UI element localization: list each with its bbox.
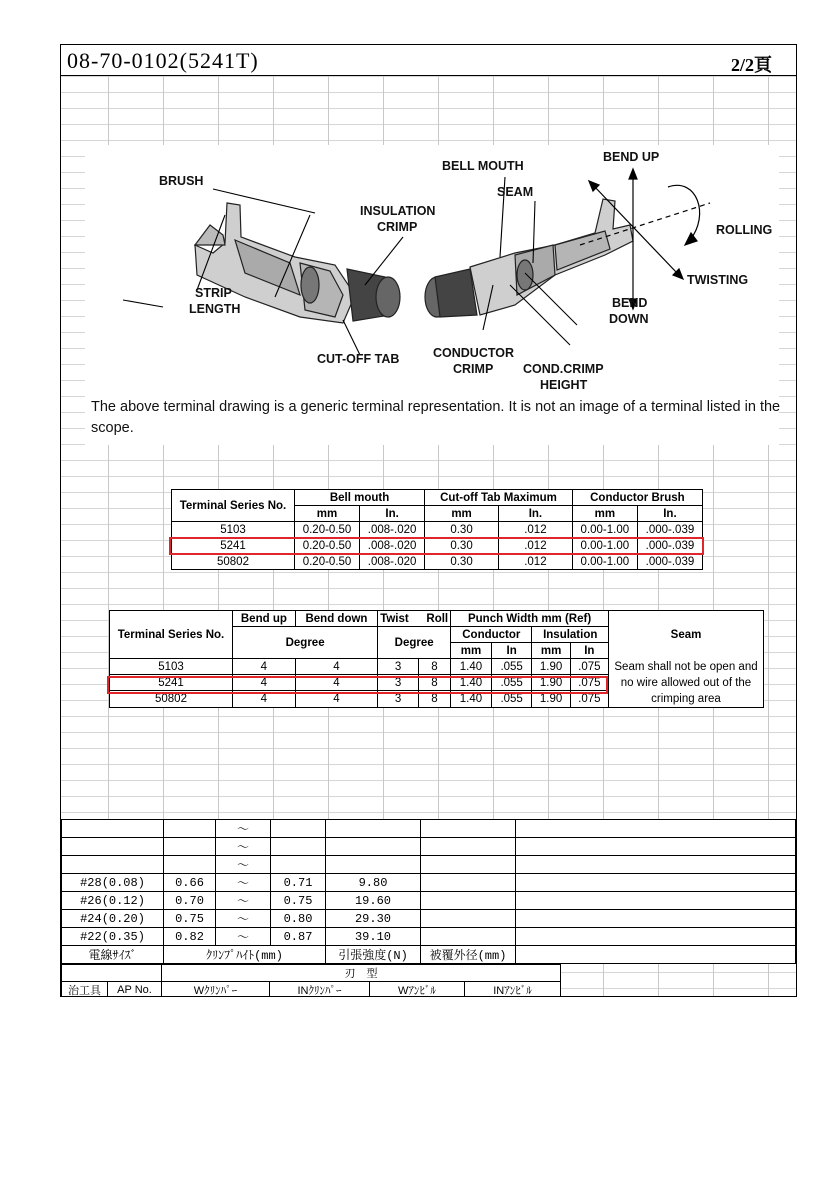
cell: 50802: [172, 554, 295, 570]
cell: 3: [378, 691, 419, 707]
cell: 5241: [110, 675, 233, 691]
t2-twist: Twist: [378, 611, 419, 627]
cell: [421, 838, 516, 856]
cell: [516, 838, 796, 856]
cell: [326, 856, 421, 874]
table-row: [62, 820, 796, 838]
t2-bend-down: Bend down: [295, 611, 377, 627]
cell: 1.90: [532, 675, 570, 691]
cell: 1.90: [532, 659, 570, 675]
cell: .075: [570, 691, 608, 707]
cell: ～: [216, 874, 271, 892]
cell: [271, 820, 326, 838]
cell: ～: [216, 910, 271, 928]
t2-degree: Degree: [233, 627, 378, 659]
t2-highlight: [107, 676, 608, 694]
table-header-row: [62, 946, 796, 964]
t1-mm: mm: [295, 506, 360, 522]
cell: [516, 820, 796, 838]
t1-bell-mouth-header: Bell mouth: [295, 490, 425, 506]
cell: 0.80: [271, 910, 326, 928]
t1-brush-header: Conductor Brush: [572, 490, 702, 506]
cell: [164, 856, 216, 874]
t2-roll: Roll: [418, 611, 450, 627]
cell: .000-.039: [637, 522, 702, 538]
t2-series-header: Terminal Series No.: [110, 611, 233, 659]
cell: 0.30: [425, 522, 499, 538]
t1-mm: mm: [572, 506, 637, 522]
t2-degree: Degree: [378, 627, 451, 659]
cell: 0.75: [164, 910, 216, 928]
w-crimper-header: Wｸﾘﾝﾊﾟｰ: [162, 982, 270, 998]
cell: 4: [295, 675, 377, 691]
cell: 0.87: [271, 928, 326, 946]
cell: .012: [498, 554, 572, 570]
label-bend-up: BEND UP: [603, 150, 660, 164]
cell: 9.80: [326, 874, 421, 892]
label-seam: SEAM: [497, 185, 534, 199]
ap-no-header: AP No.: [108, 982, 162, 998]
tensile-header: 引張強度(N): [326, 946, 421, 964]
t2-mm: mm: [451, 643, 492, 659]
cell: #22(0.35): [62, 928, 164, 946]
cell: 0.00-1.00: [572, 522, 637, 538]
cell: .012: [498, 522, 572, 538]
label-cond-crimp: COND.CRIMP: [523, 362, 604, 376]
tool-header: 治工具: [62, 982, 108, 998]
cell: [326, 838, 421, 856]
cell: 5103: [172, 522, 295, 538]
t2-conductor: Conductor: [451, 627, 532, 643]
cell: [516, 892, 796, 910]
cell: 0.20-0.50: [295, 554, 360, 570]
label-crimp-height: HEIGHT: [540, 378, 588, 392]
in-crimper-header: INｸﾘﾝﾊﾟｰ: [270, 982, 370, 998]
cell: .075: [570, 675, 608, 691]
cell: [62, 820, 164, 838]
w-anvil-header: Wｱﾝﾋﾞﾙ: [370, 982, 465, 998]
t2-bend-up: Bend up: [233, 611, 296, 627]
label-bell-mouth: BELL MOUTH: [442, 159, 524, 173]
bell-mouth-table: [171, 489, 703, 570]
cell: .008-.020: [360, 554, 425, 570]
drawing-note: The above terminal drawing is a generic terminal representation. It is not an image of a terminal listed in the scope.: [91, 399, 781, 436]
table-row: [62, 838, 796, 856]
label-strip-length: LENGTH: [189, 302, 241, 316]
cell: .075: [570, 659, 608, 675]
cell: 3: [378, 659, 419, 675]
label-bend-down: DOWN: [609, 312, 649, 326]
cell: 1.90: [532, 691, 570, 707]
cell: 0.71: [271, 874, 326, 892]
cell: .000-.039: [637, 554, 702, 570]
cell: 4: [295, 691, 377, 707]
cell: ～: [216, 838, 271, 856]
cell: [516, 928, 796, 946]
cell: .055: [491, 675, 532, 691]
table-row: [62, 892, 796, 910]
table-row: [62, 856, 796, 874]
cell: 1.40: [451, 659, 492, 675]
cell: .055: [491, 691, 532, 707]
terminal-drawing: [85, 145, 779, 445]
die-header: 刃 型: [162, 965, 561, 982]
cell: [516, 910, 796, 928]
cell: [271, 838, 326, 856]
cell: [62, 838, 164, 856]
cell: 0.66: [164, 874, 216, 892]
motion-axes: [580, 169, 710, 309]
t1-in: In.: [637, 506, 702, 522]
cell: 0.30: [425, 554, 499, 570]
t1-mm: mm: [425, 506, 499, 522]
label-cut-off-tab: CUT-OFF TAB: [317, 352, 400, 366]
cell: 4: [233, 675, 296, 691]
cell: 8: [418, 659, 450, 675]
table-row: [172, 522, 703, 538]
table-row: [62, 928, 796, 946]
t1-in: In.: [360, 506, 425, 522]
t2-in: In: [570, 643, 608, 659]
cell: 19.60: [326, 892, 421, 910]
table-row: [172, 554, 703, 570]
cell: 0.82: [164, 928, 216, 946]
label-conductor-crimp: CRIMP: [453, 362, 494, 376]
cell: [421, 874, 516, 892]
cell: 0.00-1.00: [572, 554, 637, 570]
cell: [516, 856, 796, 874]
cell: 39.10: [326, 928, 421, 946]
cell: 4: [233, 691, 296, 707]
label-brush: BRUSH: [159, 174, 204, 188]
cell: .008-.020: [360, 522, 425, 538]
t2-seam-text: Seam shall not be open and no wire allowed out of the crimping area: [609, 659, 764, 708]
t2-in: In: [491, 643, 532, 659]
cell: 1.40: [451, 675, 492, 691]
table-row: [62, 874, 796, 892]
cell: 0.75: [271, 892, 326, 910]
in-anvil-header: INｱﾝﾋﾞﾙ: [465, 982, 561, 998]
t1-cutoff-header: Cut-off Tab Maximum: [425, 490, 573, 506]
cell: 0.70: [164, 892, 216, 910]
document-title: 08-70-0102(5241T): [67, 48, 259, 73]
cell: #28(0.08): [62, 874, 164, 892]
cell: 29.30: [326, 910, 421, 928]
crimp-spec-section: [61, 819, 796, 997]
label-insulation-crimp: CRIMP: [377, 220, 418, 234]
cell: [516, 874, 796, 892]
terminal-illustration: [85, 145, 779, 395]
cell: 5103: [110, 659, 233, 675]
crimp-height-header: ｸﾘﾝﾌﾟﾊｲﾄ(mm): [164, 946, 326, 964]
cell: [421, 820, 516, 838]
title-bar: [61, 45, 796, 76]
cell: [421, 928, 516, 946]
t2-insulation: Insulation: [532, 627, 609, 643]
cell: #26(0.12): [62, 892, 164, 910]
t2-punch: Punch Width mm (Ref): [451, 611, 609, 627]
cell: .055: [491, 659, 532, 675]
tools-table: [61, 964, 561, 997]
cell: 3: [378, 675, 419, 691]
cell: [516, 946, 796, 964]
label-rolling: ROLLING: [716, 223, 773, 237]
cell: ～: [216, 892, 271, 910]
cell: #24(0.20): [62, 910, 164, 928]
cell: 0.20-0.50: [295, 522, 360, 538]
label-conductor: CONDUCTOR: [433, 346, 515, 360]
t1-in: In.: [498, 506, 572, 522]
cell: [62, 856, 164, 874]
cell: 0.00-1.00: [572, 538, 637, 554]
cell: 5241: [172, 538, 295, 554]
cell: [326, 820, 421, 838]
label-bend: BEND: [612, 296, 648, 310]
insulation-od-header: 被覆外径(mm): [421, 946, 516, 964]
cell: [164, 838, 216, 856]
wire-size-header: 電線ｻｲｽﾞ: [62, 946, 164, 964]
cell: 0.20-0.50: [295, 538, 360, 554]
cell: .012: [498, 538, 572, 554]
label-strip: STRIP: [195, 286, 232, 300]
cell: [421, 910, 516, 928]
cell: 50802: [110, 691, 233, 707]
label-insulation: INSULATION: [360, 204, 436, 218]
table-row: [110, 659, 764, 675]
t2-mm: mm: [532, 643, 570, 659]
table-row: [62, 910, 796, 928]
cell: 8: [418, 691, 450, 707]
cell: [62, 965, 162, 982]
table-header-row: [62, 982, 561, 998]
cell: [421, 892, 516, 910]
label-twisting: TWISTING: [687, 273, 749, 287]
right-terminal: [425, 199, 633, 317]
t1-series-header: Terminal Series No.: [172, 490, 295, 522]
t2-seam-header: Seam: [609, 611, 764, 659]
document-sheet: [60, 44, 797, 997]
cell: [164, 820, 216, 838]
cell: ～: [216, 856, 271, 874]
page-number: 2/2頁: [730, 55, 772, 75]
cell: [421, 856, 516, 874]
cell: 4: [233, 659, 296, 675]
cell: 0.30: [425, 538, 499, 554]
cell: .008-.020: [360, 538, 425, 554]
cell: [271, 856, 326, 874]
cell: 1.40: [451, 691, 492, 707]
cell: .000-.039: [637, 538, 702, 554]
t1-highlight: [169, 537, 704, 555]
cell: 8: [418, 675, 450, 691]
cell: ～: [216, 928, 271, 946]
cell: 4: [295, 659, 377, 675]
cell: ～: [216, 820, 271, 838]
crimp-height-table: [61, 819, 796, 964]
